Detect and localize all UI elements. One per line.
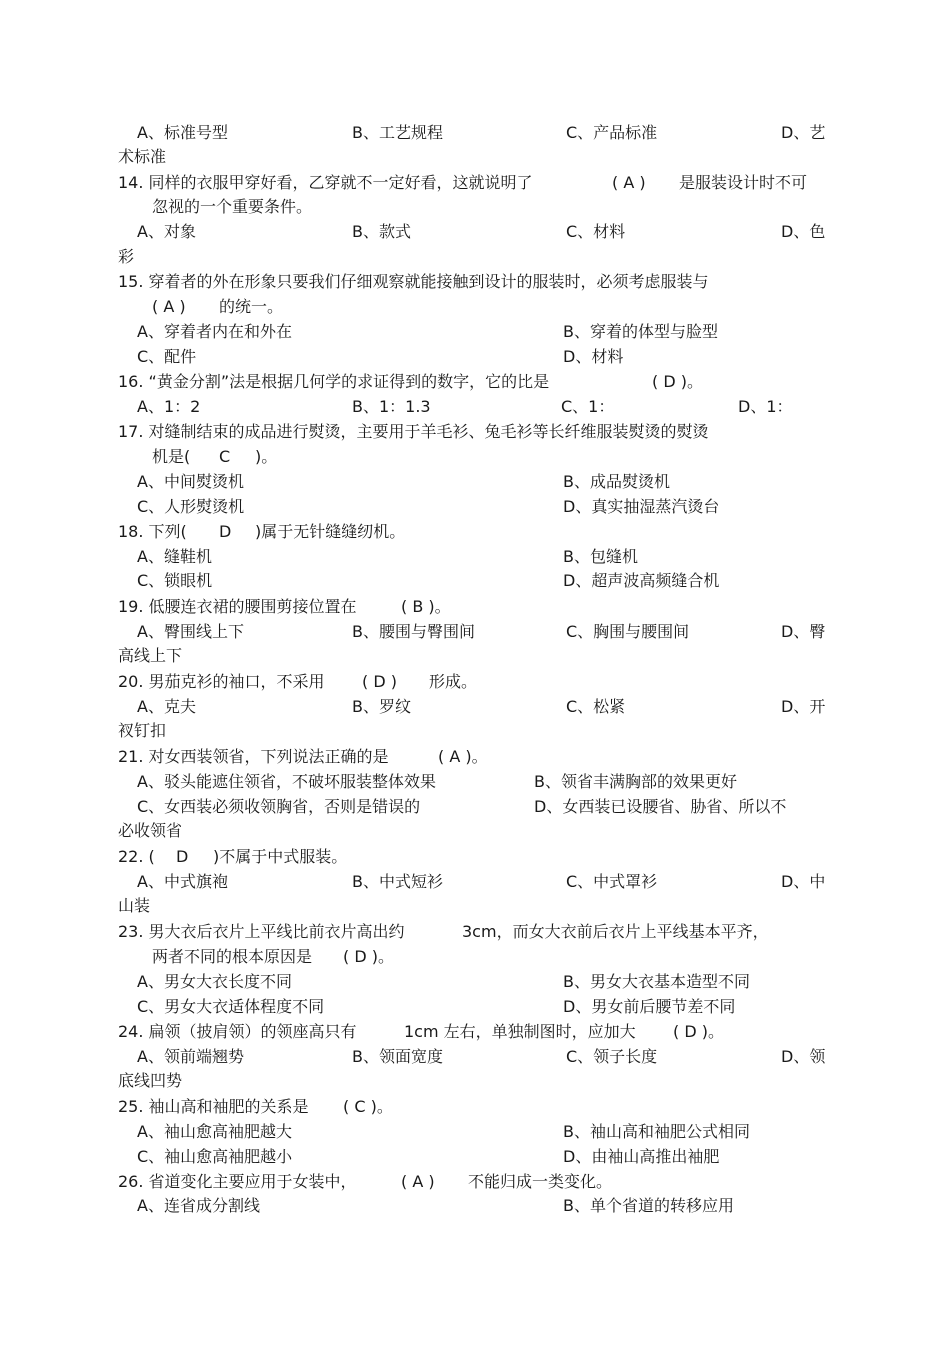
- q16-stem: 16. “黄金分割”法是根据几何学的求证得到的数字，它的比是: [118, 372, 550, 391]
- q14-stem-wrap: 忽视的一个重要条件。: [152, 197, 313, 216]
- q24-option-b: B、领面宽度: [352, 1047, 443, 1066]
- q23-stem: 23. 男大衣后衣片上平线比前衣片高出约: [118, 922, 405, 941]
- q24-answer: ( D )。: [673, 1022, 724, 1041]
- q24-option-a: A、领前端翘势: [137, 1047, 244, 1066]
- q23-stem-wrap: 两者不同的根本原因是: [152, 947, 313, 966]
- q18-option-b: B、包缝机: [563, 547, 638, 566]
- q22-stem-cont: )不属于中式服装。: [213, 847, 348, 866]
- q25-option-b: B、袖山高和袖肥公式相同: [563, 1122, 750, 1141]
- q19-answer: ( B )。: [401, 597, 451, 616]
- q17-option-b: B、成品熨烫机: [563, 472, 670, 491]
- q23-option-b: B、男女大衣基本造型不同: [563, 972, 750, 991]
- q22-option-b: B、中式短衫: [352, 872, 443, 891]
- q19-option-b: B、腰围与臀围间: [352, 622, 475, 641]
- q15-option-c: C、配件: [137, 347, 197, 366]
- q20-stem: 20. 男茄克衫的袖口，不采用: [118, 672, 325, 691]
- q24-option-d: D、领: [781, 1047, 826, 1066]
- q19-option-d: D、臀: [781, 622, 826, 641]
- q22-option-d: D、中: [781, 872, 826, 891]
- q13-option-d: D、艺: [781, 123, 826, 142]
- q23-stem-cont: 3cm，而女大衣前后衣片上平线基本平齐，: [462, 922, 769, 941]
- q20-option-d: D、开: [781, 697, 826, 716]
- q16-option-c: C、1：: [561, 397, 615, 416]
- q14-option-d-wrap: 彩: [118, 247, 135, 266]
- q14-option-b: B、款式: [352, 222, 411, 241]
- q25-stem: 25. 袖山高和袖肥的关系是: [118, 1097, 309, 1116]
- q13-option-b: B、工艺规程: [352, 123, 443, 142]
- q17-stem: 17. 对缝制结束的成品进行熨烫，主要用于羊毛衫、兔毛衫等长纤维服装熨烫的熨烫: [118, 422, 709, 441]
- q16-option-b: B、1：1.3: [352, 397, 431, 416]
- q20-stem-cont: 形成。: [429, 672, 478, 691]
- q24-option-d-wrap: 底线凹势: [118, 1071, 183, 1090]
- q23-option-a: A、男女大衣长度不同: [137, 972, 292, 991]
- q20-answer: ( D ): [362, 672, 397, 691]
- q15-stem-cont: 的统一。: [219, 297, 284, 316]
- q13-option-a: A、标准号型: [137, 123, 228, 142]
- q15-option-b: B、穿着的体型与脸型: [563, 322, 718, 341]
- q19-stem: 19. 低腰连衣裙的腰围剪接位置在: [118, 597, 357, 616]
- q18-option-a: A、缝鞋机: [137, 547, 212, 566]
- q14-stem: 14. 同样的衣服甲穿好看，乙穿就不一定好看，这就说明了: [118, 173, 533, 192]
- q17-option-c: C、人形熨烫机: [137, 497, 245, 516]
- q14-option-d: D、色: [781, 222, 826, 241]
- q14-answer: ( A ): [612, 173, 646, 192]
- q20-option-a: A、克夫: [137, 697, 196, 716]
- q18-stem: 18. 下列(: [118, 522, 187, 541]
- q22-answer: D: [176, 847, 189, 866]
- q16-answer: ( D )。: [652, 372, 703, 391]
- q16-option-d: D、1：: [738, 397, 793, 416]
- q21-option-b: B、领省丰满胸部的效果更好: [534, 772, 737, 791]
- q20-option-d-wrap: 衩钉扣: [118, 721, 167, 740]
- q26-option-a: A、连省成分割线: [137, 1196, 260, 1215]
- q14-stem-cont: 是服装设计时不可: [679, 173, 808, 192]
- q17-option-d: D、真实抽湿蒸汽烫台: [563, 497, 720, 516]
- q21-option-c: C、女西装必须收领胸省，否则是错误的: [137, 797, 421, 816]
- q15-stem: 15. 穿着者的外在形象只要我们仔细观察就能接触到设计的服装时，必须考虑服装与: [118, 272, 709, 291]
- q24-option-c: C、领子长度: [566, 1047, 658, 1066]
- q14-option-a: A、对象: [137, 222, 196, 241]
- q19-option-c: C、胸围与腰围间: [566, 622, 690, 641]
- q24-stem: 24. 扁领（披肩领）的领座高只有: [118, 1022, 357, 1041]
- q22-option-c: C、中式罩衫: [566, 872, 658, 891]
- q25-answer: ( C )。: [343, 1097, 393, 1116]
- q26-answer: ( A ): [401, 1172, 435, 1191]
- q26-option-b: B、单个省道的转移应用: [563, 1196, 734, 1215]
- q13-option-c: C、产品标准: [566, 123, 658, 142]
- q26-stem-cont: 不能归成一类变化。: [468, 1172, 613, 1191]
- q23-option-d: D、男女前后腰节差不同: [563, 997, 736, 1016]
- q21-option-d: D、女西装已设腰省、胁省、所以不: [534, 797, 787, 816]
- q19-option-a: A、臀围线上下: [137, 622, 244, 641]
- q17-stem-cont: )。: [255, 447, 278, 466]
- q13-option-d-wrap: 术标准: [118, 147, 167, 166]
- q18-option-d: D、超声波高频缝合机: [563, 571, 720, 590]
- q22-option-a: A、中式旗袍: [137, 872, 228, 891]
- q21-stem: 21. 对女西装领省，下列说法正确的是: [118, 747, 389, 766]
- q25-option-d: D、由袖山高推出袖肥: [563, 1147, 720, 1166]
- q20-option-b: B、罗纹: [352, 697, 411, 716]
- q23-answer: ( D )。: [343, 947, 394, 966]
- q20-option-c: C、松紧: [566, 697, 626, 716]
- q15-option-d: D、材料: [563, 347, 624, 366]
- q15-answer: ( A ): [152, 297, 186, 316]
- q16-option-a: A、1：2: [137, 397, 201, 416]
- q22-stem: 22. (: [118, 847, 155, 866]
- q15-option-a: A、穿着者内在和外在: [137, 322, 292, 341]
- q18-answer: D: [219, 522, 232, 541]
- q17-stem-wrap: 机是(: [152, 447, 191, 466]
- q24-stem-cont: 1cm 左右，单独制图时，应加大: [404, 1022, 636, 1041]
- q21-option-a: A、驳头能遮住领省，不破坏服装整体效果: [137, 772, 436, 791]
- q26-stem: 26. 省道变化主要应用于女装中，: [118, 1172, 357, 1191]
- q22-option-d-wrap: 山装: [118, 896, 151, 915]
- q19-option-d-wrap: 高线上下: [118, 646, 183, 665]
- q14-option-c: C、材料: [566, 222, 626, 241]
- q21-answer: ( A )。: [438, 747, 488, 766]
- q18-stem-cont: )属于无针缝缝纫机。: [255, 522, 406, 541]
- q21-option-d-wrap: 必收领省: [118, 821, 183, 840]
- q18-option-c: C、锁眼机: [137, 571, 213, 590]
- q23-option-c: C、男女大衣适体程度不同: [137, 997, 325, 1016]
- q17-option-a: A、中间熨烫机: [137, 472, 244, 491]
- q25-option-a: A、袖山愈高袖肥越大: [137, 1122, 292, 1141]
- q17-answer: C: [219, 447, 231, 466]
- q25-option-c: C、袖山愈高袖肥越小: [137, 1147, 293, 1166]
